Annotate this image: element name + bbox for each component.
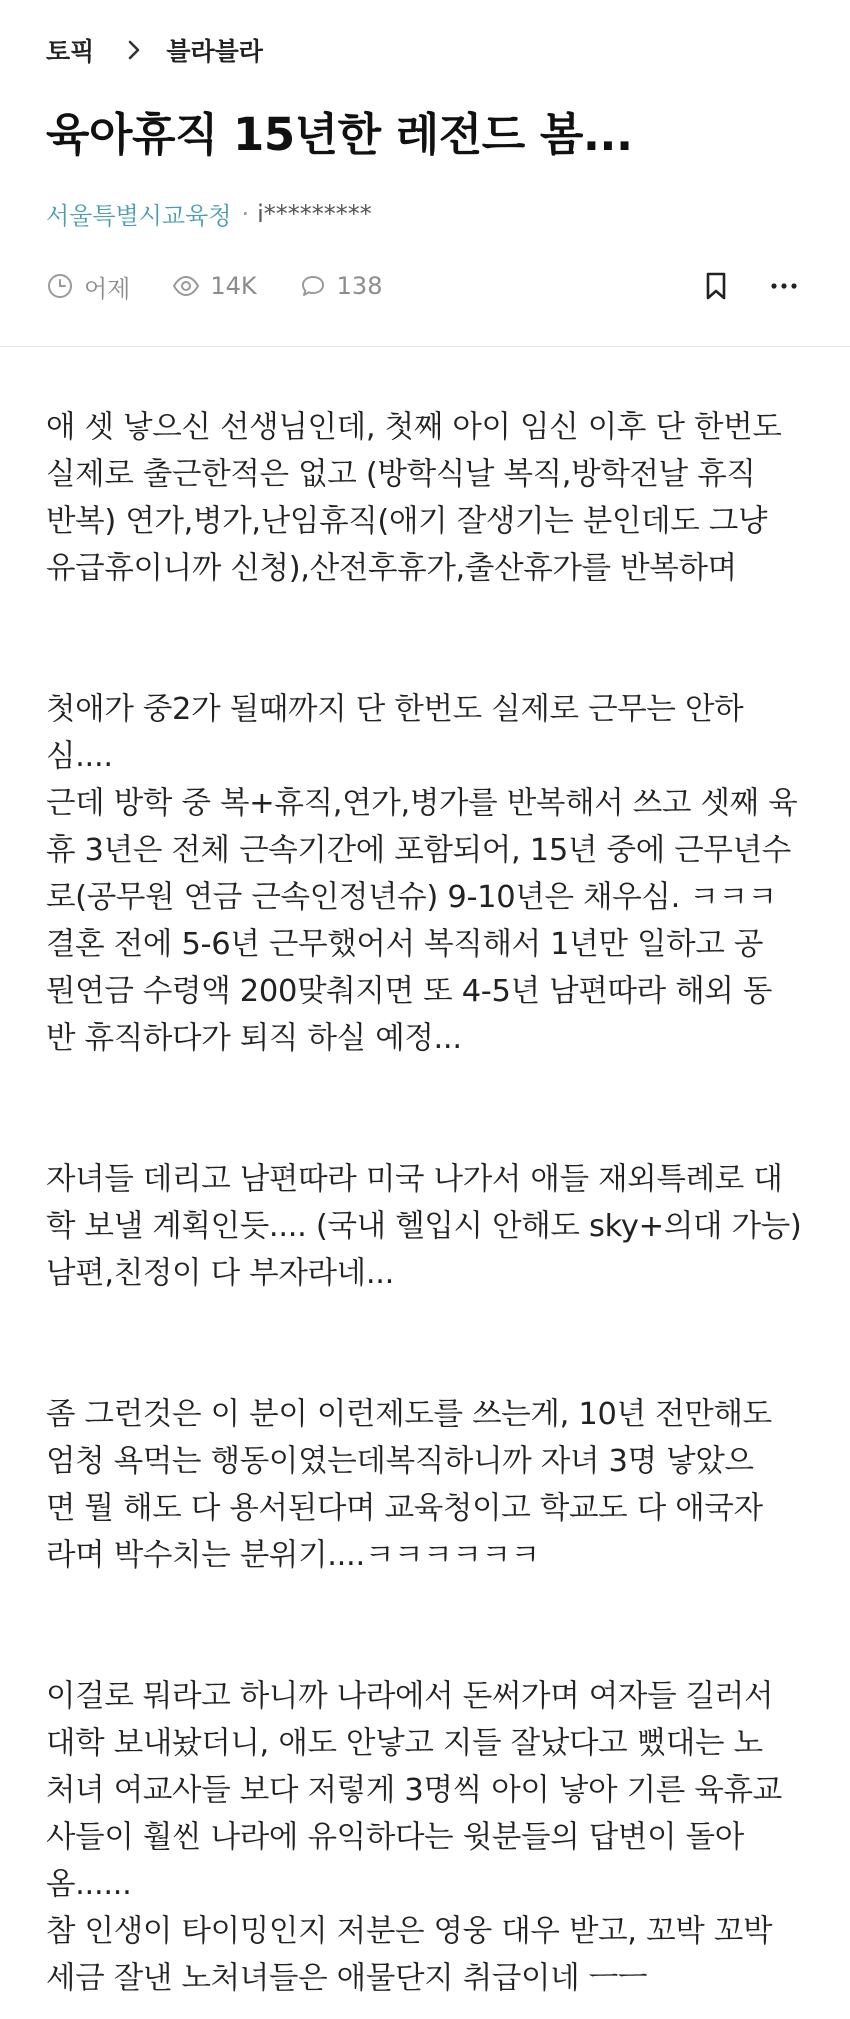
post-comments-count: 138 — [336, 272, 383, 300]
author-separator: · — [241, 199, 250, 228]
paragraph-2 — [46, 686, 816, 1062]
post-views — [172, 272, 256, 300]
text-line: 이걸로 뭐라고 하니까 나라에서 돈써가며 여자들 길러서 — [46, 1679, 774, 1714]
text-line: 근데 방학 중 복+휴직,연가,병가를 반복해서 쓰고 셋째 육 — [46, 786, 798, 821]
bookmark-button[interactable] — [696, 266, 736, 306]
text-line: 로(공무원 연금 근속인정년슈) 9-10년은 채우심. ㅋㅋㅋ — [46, 880, 777, 915]
paragraph-5 — [46, 1673, 816, 2002]
text-line: 자녀들 데리고 남편따라 미국 나가서 애들 재외특례로 대 — [46, 1162, 783, 1197]
author-nickname: i********* — [257, 199, 372, 228]
text-line: 애 셋 낳으신 선생님인데, 첫째 아이 임신 이후 단 한번도 — [46, 410, 782, 445]
post-time-label: 어제 — [84, 274, 131, 303]
author-organization[interactable]: 서울특별시교육청 — [46, 202, 232, 230]
text-line: 첫애가 중2가 될때까지 단 한번도 실제로 근무는 안하 — [46, 692, 744, 727]
paragraph-3 — [46, 1156, 816, 1297]
text-line: 처녀 여교사들 보다 저렇게 3명씩 아이 낳아 기른 육휴교 — [46, 1773, 782, 1808]
text-line: 반복) 연가,병가,난임휴직(애기 잘생기는 분인데도 그냥 — [46, 504, 768, 539]
paragraph-1 — [46, 404, 816, 592]
post-views-count: 14K — [210, 272, 257, 300]
text-line: 대학 보내놨더니, 애도 안낳고 지들 잘났다고 뻤대는 노 — [46, 1726, 763, 1761]
text-line: 라며 박수치는 분위기....ㅋㅋㅋㅋㅋㅋ — [46, 1538, 540, 1573]
text-line: 유급휴이니까 신청),산전후휴가,출산휴가를 반복하며 — [46, 551, 737, 586]
clock-icon — [46, 272, 74, 300]
text-line: 세금 잘낸 노처녀들은 애물단지 취급이네 ㅡㅡ — [46, 1961, 648, 1996]
text-line: 좀 그런것은 이 분이 이런제도를 쓰는게, 10년 전만해도 — [46, 1397, 772, 1432]
text-line: 남편,친정이 다 부자라네... — [46, 1256, 394, 1291]
paragraph-gap — [46, 592, 816, 686]
comment-bubble-icon — [299, 272, 327, 300]
post-actions — [696, 266, 804, 306]
paragraph-gap — [46, 1579, 816, 1673]
text-line: 실제로 출근한적은 없고 (방학식날 복직,방학전날 휴직 — [46, 457, 756, 492]
paragraph-4 — [46, 1391, 816, 1579]
text-line: 결혼 전에 5-6년 근무했어서 복직해서 1년만 일하고 공 — [46, 927, 764, 962]
text-line: 참 인생이 타이밍인지 저분은 영웅 대우 받고, 꼬박 꼬박 — [46, 1914, 773, 1949]
post-body — [46, 404, 816, 2002]
text-line: 엄청 욕먹는 행동이였는데복직하니까 자녀 3명 낳았으 — [46, 1444, 754, 1479]
text-line: 학 보낼 계획인듯.... (국내 헬입시 안해도 sky+의대 가능) — [46, 1209, 802, 1244]
post-comments[interactable] — [299, 272, 383, 300]
text-line: 심.... — [46, 739, 113, 774]
breadcrumb — [46, 30, 263, 70]
paragraph-gap — [46, 1297, 816, 1391]
text-line: 반 휴직하다가 퇴직 하실 예정... — [46, 1021, 462, 1056]
more-dots-icon — [768, 270, 800, 302]
paragraph-gap — [46, 1062, 816, 1156]
post-time — [46, 269, 130, 304]
text-line: 사들이 훨씬 나라에 유익하다는 윗분들의 답변이 돌아 — [46, 1820, 744, 1855]
text-line: 면 뭘 해도 다 용서된다며 교육청이고 학교도 다 애국자 — [46, 1491, 763, 1526]
breadcrumb-topic-link[interactable]: 토픽 — [46, 37, 95, 66]
breadcrumb-board-link[interactable]: 블라블라 — [166, 37, 263, 66]
header-divider — [0, 346, 850, 347]
text-line: 뭔연금 수령액 200맞춰지면 또 4-5년 남편따라 해외 동 — [46, 974, 773, 1009]
eye-icon — [172, 272, 200, 300]
more-options-button[interactable] — [764, 266, 804, 306]
text-line: 휴 3년은 전체 근속기간에 포함되어, 15년 중에 근무년수 — [46, 833, 791, 868]
text-line: 옴...... — [46, 1867, 132, 1902]
bookmark-icon — [700, 270, 732, 302]
post-title: 육아휴직 15년한 레전드 봄... — [46, 108, 633, 161]
author-line — [46, 196, 372, 231]
post-meta — [46, 266, 424, 306]
chevron-right-icon — [124, 38, 144, 62]
